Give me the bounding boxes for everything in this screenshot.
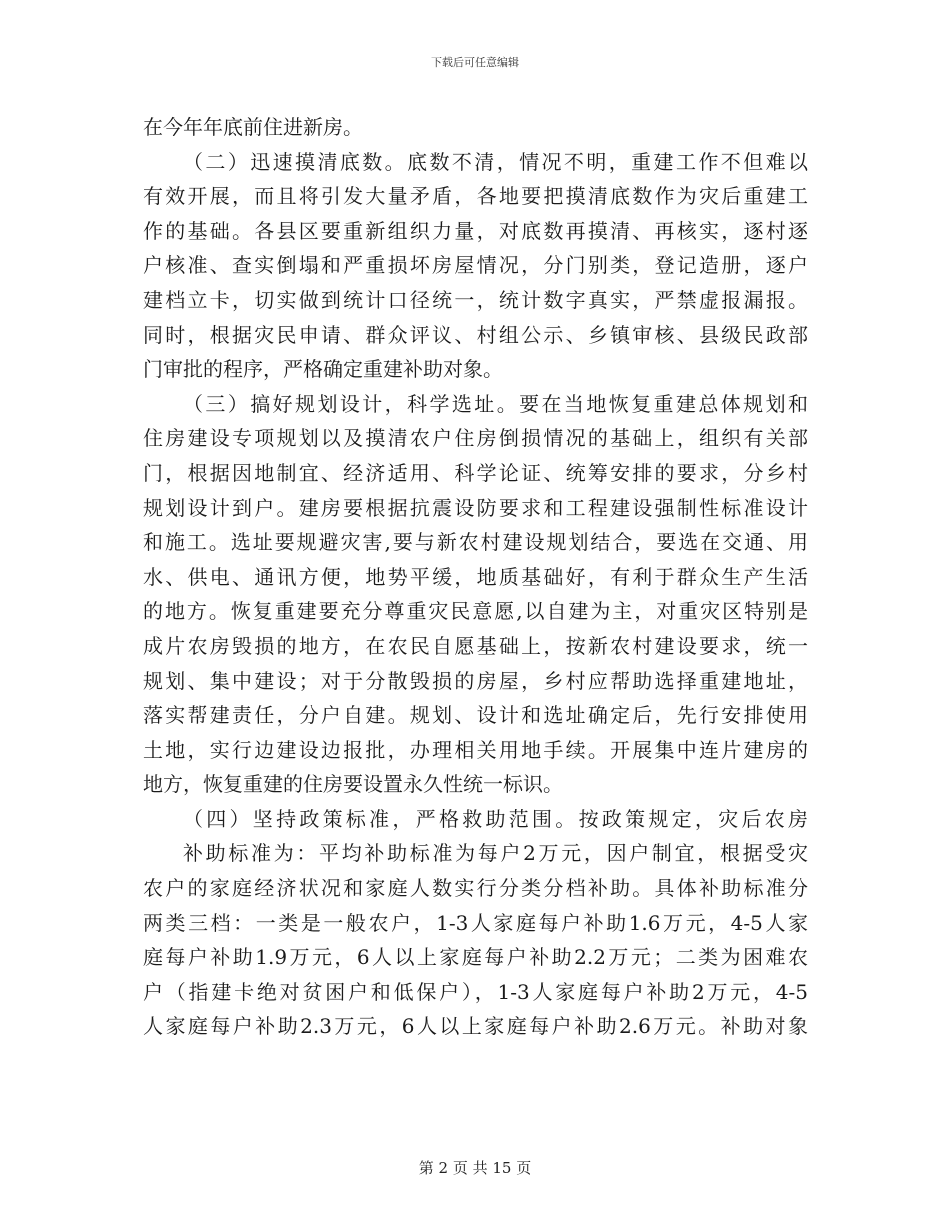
text-line: 作的基础。各县区要重新组织力量，对底数再摸清、再核实，逐村逐 [143,218,808,243]
text-line: 庭每户补助1.9万元，6人以上家庭每户补助2.2万元；二类为困难农 [143,945,808,970]
text-line: （三）搞好规划设计，科学选址。要在当地恢复重建总体规划和 [183,391,808,416]
text-line: 土地，实行边建设边报批，办理相关用地手续。开展集中连片建房的 [143,737,808,762]
text-line: 成片农房毁损的地方，在农民自愿基础上，按新农村建设要求，统一 [143,633,808,658]
text-line: 在今年年底前住进新房。 [143,115,363,139]
text-line: 水、供电、通讯方便，地势平缓，地质基础好，有利于群众生产生活 [143,564,808,589]
text-line: （四）坚持政策标准，严格救助范围。按政策规定，灾后农房 [183,806,808,831]
text-line: （二）迅速摸清底数。底数不清，情况不明，重建工作不但难以 [183,149,808,174]
text-line: 户核准、查实倒塌和严重损坏房屋情况，分门别类，登记造册，逐户 [143,253,808,278]
text-line: 人家庭每户补助2.3万元，6人以上家庭每户补助2.6万元。补助对象 [143,1014,808,1039]
text-line: 建档立卡，切实做到统计口径统一，统计数字真实，严禁虚报漏报。 [143,287,808,312]
document-body [143,110,808,1044]
text-line: 户（指建卡绝对贫困户和低保户），1-3人家庭每户补助2万元，4-5 [143,979,808,1004]
text-line: 落实帮建责任，分户自建。规划、设计和选址确定后，先行安排使用 [143,703,808,728]
text-line: 的地方。恢复重建要充分尊重灾民意愿,以自建为主，对重灾区特别是 [143,599,808,624]
text-line: 规划设计到户。建房要根据抗震设防要求和工程建设强制性标准设计 [143,495,808,520]
page-footer: 第 2 页 共 15 页 [418,1159,532,1177]
text-line: 地方，恢复重建的住房要设置永久性统一标识。 [143,772,563,797]
text-line: 同时，根据灾民申请、群众评议、村组公示、乡镇审核、县级民政部 [143,322,808,347]
text-line: 农户的家庭经济状况和家庭人数实行分类分档补助。具体补助标准分 [143,876,808,901]
text-line: 规划、集中建设；对于分散毁损的房屋，乡村应帮助选择重建地址， [143,668,808,693]
text-line: 住房建设专项规划以及摸清农户住房倒损情况的基础上，组织有关部 [143,426,808,451]
text-line: 补助标准为：平均补助标准为每户2万元，因户制宜，根据受灾 [183,841,808,866]
text-line: 门审批的程序，严格确定重建补助对象。 [143,357,503,382]
text-line: 有效开展，而且将引发大量矛盾，各地要把摸清底数作为灾后重建工 [143,184,808,209]
page-header: 下载后可任意编辑 [431,56,519,69]
text-line: 门，根据因地制宜、经济适用、科学论证、统筹安排的要求，分乡村 [143,460,808,485]
text-line: 两类三档：一类是一般农户，1-3人家庭每户补助1.6万元，4-5人家 [143,910,808,935]
text-line: 和施工。选址要规避灾害,要与新农村建设规划结合，要选在交通、用 [143,530,808,555]
